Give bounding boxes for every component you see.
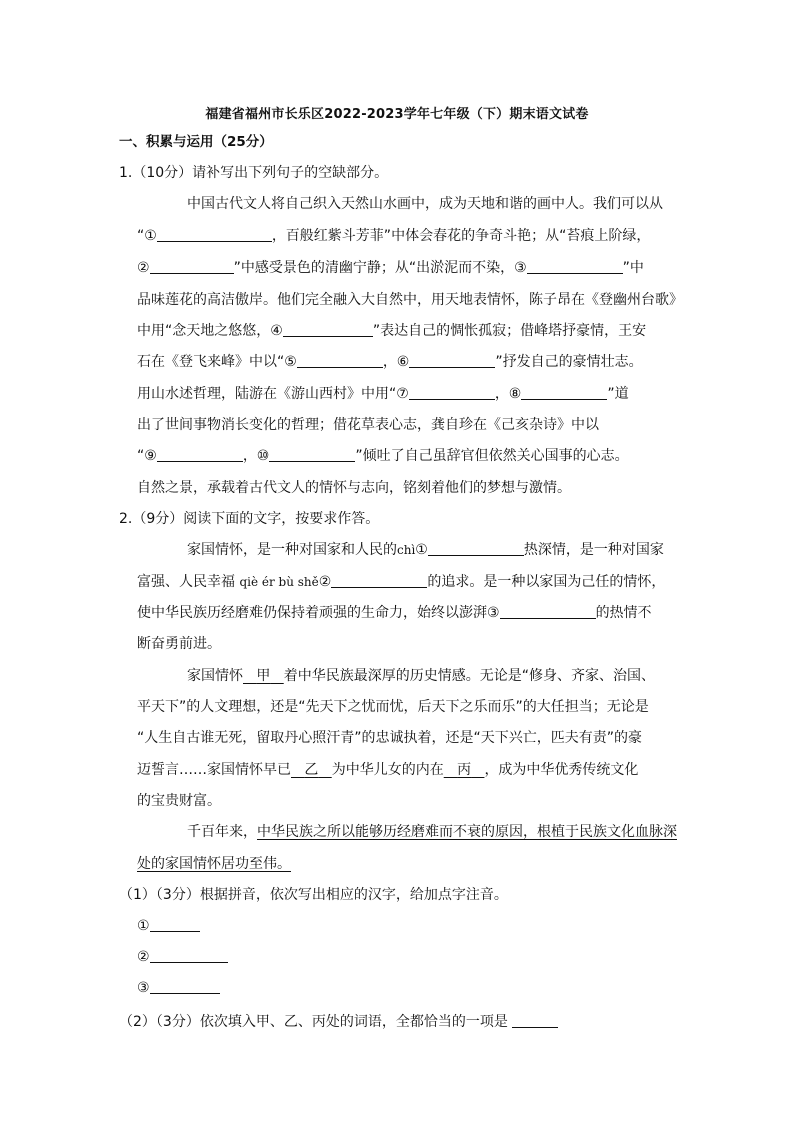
section-heading: 一、积累与运用（25分） <box>119 134 273 150</box>
q1-text-line: “⑨ ，⑩ ”倾吐了自己虽辞官但依然关心国事的心志。 <box>137 448 629 464</box>
pinyin-blank-2[interactable] <box>331 572 427 588</box>
answer-blank-2[interactable] <box>150 258 234 274</box>
q1-text-line: 出了世间事物消长变化的哲理；借花草表心志，龚自珍在《己亥杂诗》中以 <box>137 417 599 433</box>
q1-text-line: 用山水述哲理，陆游在《游山西村》中用“⑦ ，⑧ ”道 <box>137 386 629 402</box>
subquestion-1: （1）（3分）根据拼音，依次写出相应的汉字，给加点字注音。 <box>119 887 508 903</box>
q1-text-line: ② ”中感受景色的清幽宁静；从“出淤泥而不染，③ ”中 <box>137 260 644 276</box>
q2-text-line: 迈誓言……家国情怀早已 乙 为中华儿女的内在 丙 ，成为中华优秀传统文化 <box>137 762 639 778</box>
pinyin-blank-3[interactable] <box>500 603 596 619</box>
answer-blank-5[interactable] <box>297 352 383 368</box>
answer-blank-9[interactable] <box>157 446 243 462</box>
q1-text-line: 品味莲花的高洁傲岸。他们完全融入大自然中，用天地表情怀，陈子昂在《登幽州台歌》 <box>137 292 683 308</box>
q2-text-line: 平天下”的人文理想，还是“先天下之忧而忧，后天下之乐而乐”的大任担当；无论是 <box>137 699 649 715</box>
q1-text-line: 石在《登飞来峰》中以“⑤ ，⑥ ”抒发自己的豪情壮志。 <box>137 354 643 370</box>
underlined-sentence: 处的家国情怀居功至伟。 <box>137 856 291 872</box>
q2-text-line <box>137 854 291 874</box>
underlined-sentence: 中华民族之所以能够历经磨难而不衰的原因，根植于民族文化血脉深 <box>257 824 677 840</box>
fill-slot-jia[interactable]: 甲 <box>256 668 271 684</box>
answer-line-2: ② <box>137 947 228 967</box>
answer-blank-6[interactable] <box>409 352 495 368</box>
answer-blank[interactable] <box>150 947 228 963</box>
q2-text-line: 富强、人民幸福 qiè ér bù shě② 的追求。是一种以家国为己任的情怀， <box>137 574 666 590</box>
answer-blank-1[interactable] <box>157 226 272 242</box>
q2-text-line: 的宝贵财富。 <box>137 793 221 809</box>
q2-text-line: 家国情怀 甲 着中华民族最深厚的历史情感。无论是“修身、齐家、治国、 <box>187 668 655 684</box>
answer-blank-10[interactable] <box>269 446 355 462</box>
answer-blank-4[interactable] <box>283 321 373 337</box>
answer-blank[interactable] <box>150 916 200 932</box>
question-2-heading: 2.（9分）阅读下面的文字，按要求作答。 <box>119 511 380 527</box>
pinyin-blank-1[interactable] <box>428 540 524 556</box>
q2-text-line: 使中华民族历经磨难仍保持着顽强的生命力，始终以澎湃③ 的热情不 <box>137 605 652 621</box>
pinyin-2: qiè ér bù shě <box>239 575 319 589</box>
answer-blank-3[interactable] <box>527 258 623 274</box>
q2-text-line: “人生自古谁无死，留取丹心照汗青”的忠诚执着，还是“天下兴亡，匹夫有责”的豪 <box>137 730 643 746</box>
q2-text-line: 家国情怀，是一种对国家和人民的chì① 热深情，是一种对国家 <box>187 542 664 558</box>
answer-blank-7[interactable] <box>409 384 495 400</box>
q1-text-line: “① ，百般红紫斗芳菲”中体会春花的争奇斗艳；从“苔痕上阶绿， <box>137 228 651 244</box>
answer-blank[interactable] <box>512 1012 558 1028</box>
q2-text-line: 千百年来，中华民族之所以能够历经磨难而不衰的原因，根植于民族文化血脉深 <box>187 824 677 840</box>
q2-text-line: 断奋勇前进。 <box>137 636 221 652</box>
answer-line-3: ③ <box>137 978 220 998</box>
question-1-heading: 1.（10分）请补写出下列句子的空缺部分。 <box>119 165 389 181</box>
answer-blank-8[interactable] <box>521 384 607 400</box>
pinyin-1: chì <box>397 543 416 557</box>
q1-text-line: 中国古代文人将自己织入天然山水画中，成为天地和谐的画中人。我们可以从 <box>187 196 663 212</box>
answer-line-1: ① <box>137 916 200 936</box>
q1-text-line: 中用“念天地之悠悠，④ ”表达自己的惆怅孤寂；借峰塔抒豪情，王安 <box>137 323 647 339</box>
subquestion-2: （2）（3分）依次填入甲、乙、丙处的词语，全都恰当的一项是 <box>119 1012 558 1032</box>
fill-slot-yi[interactable]: 乙 <box>304 762 319 778</box>
fill-slot-bing[interactable]: 丙 <box>457 762 472 778</box>
answer-blank[interactable] <box>150 978 220 994</box>
q1-text-line: 自然之景，承载着古代文人的情怀与志向，铭刻着他们的梦想与激情。 <box>137 480 571 496</box>
exam-title: 福建省福州市长乐区2022-2023学年七年级（下）期末语文试卷 <box>205 107 589 122</box>
